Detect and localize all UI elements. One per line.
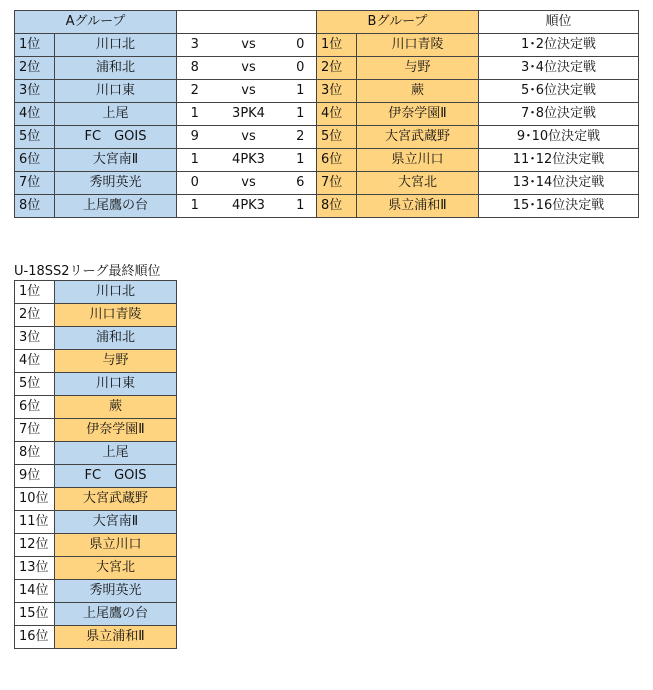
score-b: 1: [285, 103, 317, 126]
group-b-team: 川口青陵: [357, 34, 479, 57]
group-a-header: Aグループ: [15, 11, 177, 34]
group-a-rank: 5位: [15, 126, 55, 149]
standing-team: 伊奈学園Ⅱ: [55, 419, 177, 442]
group-b-rank: 6位: [317, 149, 357, 172]
standings-row: [15, 304, 177, 327]
group-a-team: 上尾: [55, 103, 177, 126]
group-b-rank: 1位: [317, 34, 357, 57]
placement-match: 7･8位決定戦: [479, 103, 639, 126]
group-a-team: 秀明英光: [55, 172, 177, 195]
group-b-rank: 8位: [317, 195, 357, 218]
standings-row: [15, 281, 177, 304]
standings-row: [15, 557, 177, 580]
group-b-rank: 5位: [317, 126, 357, 149]
standing-rank: 13位: [15, 557, 55, 580]
standing-team: 浦和北: [55, 327, 177, 350]
standing-rank: 15位: [15, 603, 55, 626]
standings-table: [14, 280, 177, 649]
standings-row: [15, 580, 177, 603]
standing-team: 秀明英光: [55, 580, 177, 603]
match-row: [15, 57, 639, 80]
group-b-team: 県立川口: [357, 149, 479, 172]
group-b-rank: 3位: [317, 80, 357, 103]
standing-team: FC GOIS: [55, 465, 177, 488]
group-b-team: 伊奈学園Ⅱ: [357, 103, 479, 126]
score-a: 8: [177, 57, 213, 80]
standings-row: [15, 350, 177, 373]
match-separator: 4PK3: [213, 195, 285, 218]
match-row: [15, 149, 639, 172]
standing-team: 大宮南Ⅱ: [55, 511, 177, 534]
score-a: 2: [177, 80, 213, 103]
group-a-rank: 6位: [15, 149, 55, 172]
placement-match: 15･16位決定戦: [479, 195, 639, 218]
match-row: [15, 103, 639, 126]
group-b-rank: 2位: [317, 57, 357, 80]
standing-team: 大宮北: [55, 557, 177, 580]
standings-row: [15, 373, 177, 396]
standing-team: 川口東: [55, 373, 177, 396]
group-a-rank: 4位: [15, 103, 55, 126]
standings-row: [15, 534, 177, 557]
standing-team: 蕨: [55, 396, 177, 419]
score-b: 1: [285, 195, 317, 218]
group-b-header: Bグループ: [317, 11, 479, 34]
standing-rank: 5位: [15, 373, 55, 396]
standing-rank: 11位: [15, 511, 55, 534]
placement-match: 3･4位決定戦: [479, 57, 639, 80]
group-b-team: 県立浦和Ⅱ: [357, 195, 479, 218]
group-b-team: 与野: [357, 57, 479, 80]
match-row: [15, 80, 639, 103]
score-b: 0: [285, 34, 317, 57]
standing-team: 上尾鷹の台: [55, 603, 177, 626]
placement-match: 5･6位決定戦: [479, 80, 639, 103]
match-separator: 4PK3: [213, 149, 285, 172]
standing-rank: 12位: [15, 534, 55, 557]
standing-team: 大宮武蔵野: [55, 488, 177, 511]
standings-row: [15, 511, 177, 534]
group-b-team: 蕨: [357, 80, 479, 103]
match-separator: vs: [213, 34, 285, 57]
placement-match: 11･12位決定戦: [479, 149, 639, 172]
standing-rank: 2位: [15, 304, 55, 327]
group-a-rank: 8位: [15, 195, 55, 218]
group-b-team: 大宮武蔵野: [357, 126, 479, 149]
score-header: [177, 11, 317, 34]
standing-rank: 1位: [15, 281, 55, 304]
standings-row: [15, 465, 177, 488]
standings-title: U-18SS2リーグ最終順位: [14, 264, 161, 279]
match-row: [15, 126, 639, 149]
placement-match: 1･2位決定戦: [479, 34, 639, 57]
standing-team: 川口青陵: [55, 304, 177, 327]
standings-row: [15, 603, 177, 626]
group-b-rank: 7位: [317, 172, 357, 195]
score-b: 6: [285, 172, 317, 195]
standing-rank: 8位: [15, 442, 55, 465]
match-separator: vs: [213, 172, 285, 195]
group-a-team: 大宮南Ⅱ: [55, 149, 177, 172]
placement-match: 13･14位決定戦: [479, 172, 639, 195]
score-a: 0: [177, 172, 213, 195]
match-table: [14, 10, 639, 218]
standing-rank: 3位: [15, 327, 55, 350]
standings-row: [15, 488, 177, 511]
standings-row: [15, 419, 177, 442]
match-row: [15, 172, 639, 195]
group-a-team: FC GOIS: [55, 126, 177, 149]
score-a: 3: [177, 34, 213, 57]
standings-row: [15, 327, 177, 350]
match-separator: vs: [213, 80, 285, 103]
group-a-rank: 1位: [15, 34, 55, 57]
score-a: 1: [177, 195, 213, 218]
standing-team: 県立川口: [55, 534, 177, 557]
standing-team: 県立浦和Ⅱ: [55, 626, 177, 649]
placement-match: 9･10位決定戦: [479, 126, 639, 149]
result-header: 順位: [479, 11, 639, 34]
standings-row: [15, 626, 177, 649]
group-b-rank: 4位: [317, 103, 357, 126]
score-b: 1: [285, 149, 317, 172]
match-separator: 3PK4: [213, 103, 285, 126]
group-a-team: 浦和北: [55, 57, 177, 80]
score-b: 0: [285, 57, 317, 80]
standing-rank: 6位: [15, 396, 55, 419]
standing-rank: 9位: [15, 465, 55, 488]
group-a-team: 川口北: [55, 34, 177, 57]
score-b: 2: [285, 126, 317, 149]
score-a: 9: [177, 126, 213, 149]
match-row: [15, 195, 639, 218]
standing-rank: 10位: [15, 488, 55, 511]
group-a-rank: 7位: [15, 172, 55, 195]
standing-rank: 7位: [15, 419, 55, 442]
standing-team: 上尾: [55, 442, 177, 465]
standing-rank: 16位: [15, 626, 55, 649]
match-separator: vs: [213, 57, 285, 80]
group-b-team: 大宮北: [357, 172, 479, 195]
match-separator: vs: [213, 126, 285, 149]
group-a-team: 川口東: [55, 80, 177, 103]
standings-row: [15, 396, 177, 419]
group-a-rank: 2位: [15, 57, 55, 80]
match-row: [15, 34, 639, 57]
standing-team: 川口北: [55, 281, 177, 304]
standing-rank: 14位: [15, 580, 55, 603]
standings-row: [15, 442, 177, 465]
match-header-row: [15, 11, 639, 34]
group-a-team: 上尾鷹の台: [55, 195, 177, 218]
standing-rank: 4位: [15, 350, 55, 373]
score-b: 1: [285, 80, 317, 103]
score-a: 1: [177, 149, 213, 172]
score-a: 1: [177, 103, 213, 126]
group-a-rank: 3位: [15, 80, 55, 103]
standing-team: 与野: [55, 350, 177, 373]
